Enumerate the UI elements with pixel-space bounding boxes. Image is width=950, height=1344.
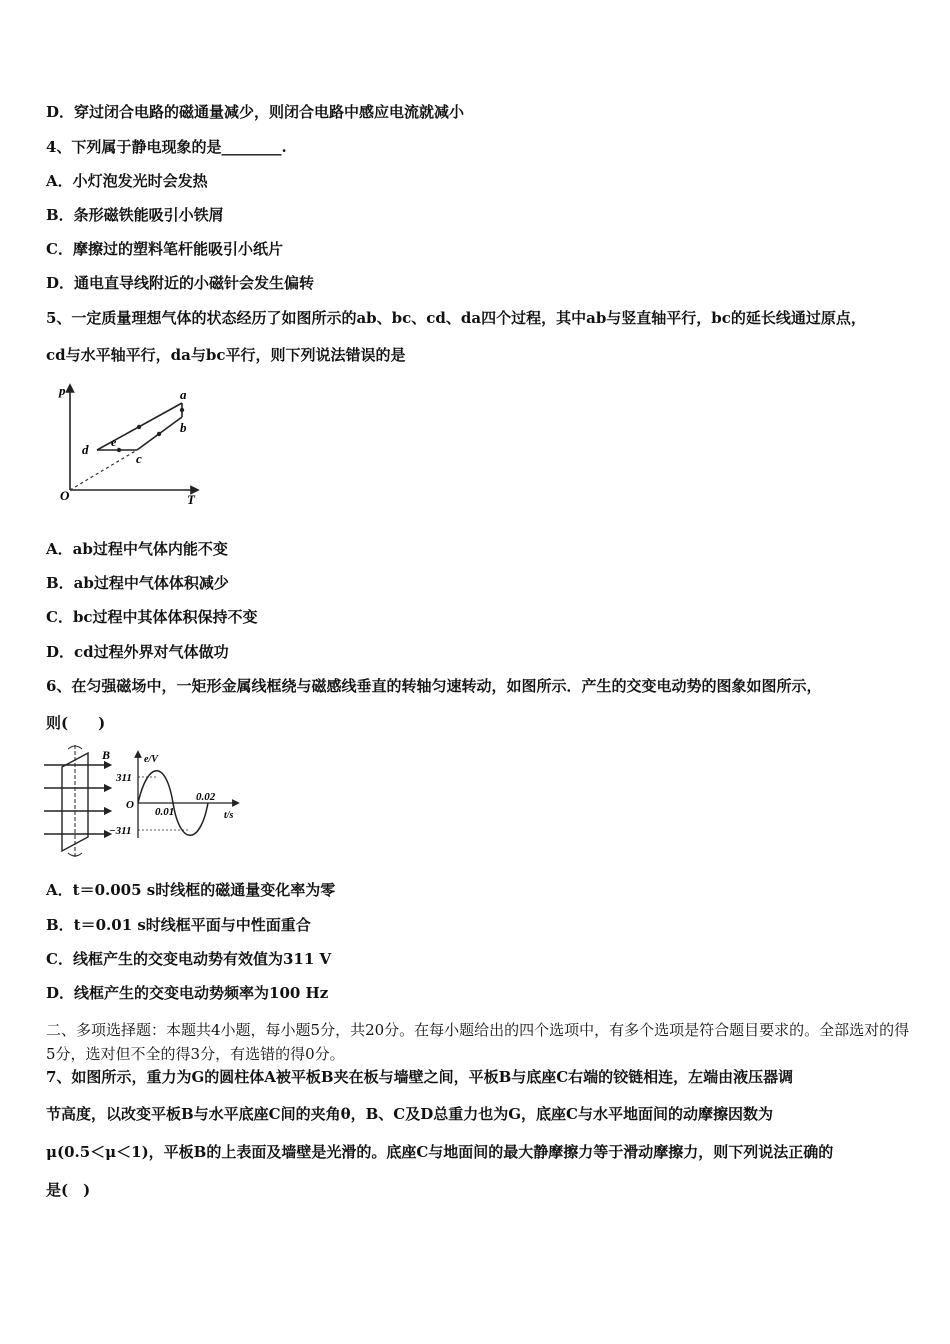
q6-option-b: B．t＝0.01 s时线框平面与中性面重合 bbox=[46, 916, 311, 934]
q5-stem-line1: 5、一定质量理想气体的状态经历了如图所示的ab、bc、cd、da四个过程，其中ab与竖直轴平行，bc的延长线通过原点， bbox=[46, 309, 866, 327]
peak-neg-label: −311 bbox=[109, 825, 132, 837]
q5-option-c: C．bc过程中其体体积保持不变 bbox=[46, 608, 258, 626]
graph-origin-label: O bbox=[126, 799, 134, 811]
q5-option-d: D．cd过程外界对气体做功 bbox=[46, 643, 229, 661]
point-a-label: a bbox=[180, 387, 187, 402]
q7-line3: μ(0.5＜μ＜1)，平板B的上表面及墙壁是光滑的。底座C与地面间的最大静摩擦力等于滑动摩擦力，则下列说法正确的 bbox=[46, 1143, 834, 1161]
point-e-label: e bbox=[111, 435, 117, 449]
q5-stem-line2: cd与水平轴平行，da与bc平行，则下列说法错误的是 bbox=[46, 346, 406, 364]
q6-option-d: D．线框产生的交变电动势频率为100 Hz bbox=[46, 984, 329, 1002]
point-d-label: d bbox=[82, 442, 89, 457]
bc-extension-line bbox=[70, 450, 137, 490]
q3-option-d: D．穿过闭合电路的磁通量减少，则闭合电路中感应电流就减小 bbox=[46, 103, 465, 121]
q4-stem: 4、下列属于静电现象的是________. bbox=[46, 138, 287, 156]
q6-stem-line1: 6、在匀强磁场中，一矩形金属线框绕与磁感线垂直的转轴匀速转动，如图所示．产生的交变电动势的图象如图所示， bbox=[46, 677, 822, 695]
q7-line4: 是( ) bbox=[46, 1181, 91, 1199]
peak-pos-label: 311 bbox=[116, 772, 132, 784]
q7-line1: 7、如图所示，重力为G的圆柱体A被平板B夹在板与墙壁之间，平板B与底座C右端的铰链相连，左端由液压器调 bbox=[46, 1068, 794, 1086]
field-b-label: B bbox=[102, 748, 111, 762]
q6-option-c: C．线框产生的交变电动势有效值为311 V bbox=[46, 950, 332, 968]
section-2-instructions: 二、多项选择题：本题共4小题，每小题5分，共20分。在每小题给出的四个选项中，有多个选项是符合题目要求的。全部选对的得5分，选对但不全的得3分，有选错的得0分。 bbox=[46, 1021, 910, 1063]
q6-option-a: A．t＝0.005 s时线框的磁通量变化率为零 bbox=[46, 881, 336, 899]
tick-002-label: 0.02 bbox=[196, 791, 216, 803]
t-axis-label: T bbox=[187, 492, 195, 505]
origin-label: O bbox=[60, 488, 70, 503]
point-b-label: b bbox=[180, 420, 187, 435]
q4-option-d: D．通电直导线附近的小磁针会发生偏转 bbox=[46, 274, 315, 292]
q7-line2: 节高度，以改变平板B与水平底座C间的夹角θ，B、C及D总重力也为G，底座C与水平地面间的动摩擦因数为 bbox=[46, 1105, 773, 1123]
point-c-label: c bbox=[136, 451, 142, 466]
q4-option-c: C．摩擦过的塑料笔杆能吸引小纸片 bbox=[46, 240, 283, 258]
p-axis-label: p bbox=[59, 383, 66, 398]
q6-stem-line2: 则( ) bbox=[46, 714, 106, 732]
q5-option-b: B．ab过程中气体体积减少 bbox=[46, 574, 229, 592]
tick-001-label: 0.01 bbox=[155, 806, 175, 818]
q6-emf-graph bbox=[108, 750, 243, 840]
q4-option-a: A．小灯泡发光时会发热 bbox=[46, 172, 208, 190]
x-axis-label: t/s bbox=[224, 810, 234, 821]
q5-option-a: A．ab过程中气体内能不变 bbox=[46, 540, 228, 558]
y-axis-label: e/V bbox=[144, 754, 158, 765]
q5-pt-diagram bbox=[55, 380, 205, 505]
q4-option-b: B．条形磁铁能吸引小铁屑 bbox=[46, 206, 224, 224]
